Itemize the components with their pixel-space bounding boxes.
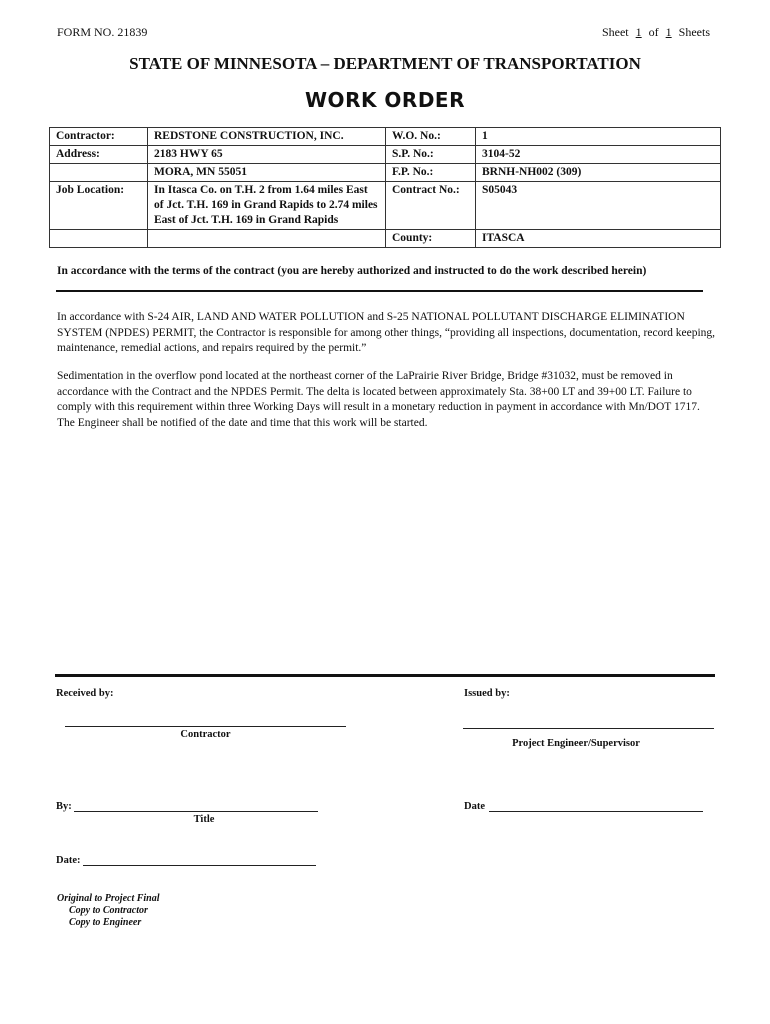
distribution-list xyxy=(57,893,160,929)
address-line-2: MORA, MN 55051 xyxy=(154,166,247,178)
county-value: ITASCA xyxy=(476,230,721,248)
signature-divider xyxy=(55,674,715,677)
title-caption: Title xyxy=(193,814,215,825)
distribution-engineer-copy: Copy to Engineer xyxy=(69,917,142,928)
table-row xyxy=(50,128,721,146)
agency-heading: STATE OF MINNESOTA – DEPARTMENT OF TRANSPORTATION xyxy=(129,54,641,73)
address-value xyxy=(148,146,386,164)
page-title: WORK ORDER xyxy=(305,88,465,112)
work-order-info-table xyxy=(49,127,721,248)
form-number: FORM NO. 21839 xyxy=(57,25,148,39)
fp-label: F.P. No.: xyxy=(386,164,476,182)
table-row xyxy=(50,146,721,164)
received-by-label: Received by: xyxy=(56,688,114,699)
contract-value: S05043 xyxy=(476,182,721,230)
sp-value: 3104-52 xyxy=(476,146,721,164)
address-label: Address: xyxy=(50,146,148,164)
contractor-signature-line[interactable] xyxy=(65,726,346,727)
engineer-caption: Project Engineer/Supervisor xyxy=(512,738,640,749)
county-label: County: xyxy=(386,230,476,248)
sheet-total: 1 xyxy=(665,25,672,39)
sheet-indicator xyxy=(602,25,710,40)
distribution-contractor-copy: Copy to Contractor xyxy=(69,905,148,916)
issued-by-label: Issued by: xyxy=(464,688,510,699)
address-line-1: 2183 HWY 65 xyxy=(154,148,223,160)
wo-value: 1 xyxy=(476,128,721,146)
table-row xyxy=(50,182,721,230)
wo-label: W.O. No.: xyxy=(386,128,476,146)
contractor-label: Contractor: xyxy=(50,128,148,146)
paragraph-work-description: Sedimentation in the overflow pond located at the northeast corner of the LaPrairie River Bridge, Bridge #31032, must be removed in accordance with the Contract and the NPDES Permit. The delta is located between approximately Sta. 38+00 LT and 39+00 LT. Failure to comply with this requirement within three Working Days will result in a monetary reduction in payment in accordance with Mn/DOT 1717. The Engineer shall be notified of the date and time that this work will be started. xyxy=(57,370,700,429)
by-field-line[interactable] xyxy=(74,811,318,812)
engineer-signature-line[interactable] xyxy=(463,728,714,729)
sheet-suffix: Sheets xyxy=(678,25,710,39)
date-right-field-line[interactable] xyxy=(489,811,703,812)
contractor-value: REDSTONE CONSTRUCTION, INC. xyxy=(148,128,386,146)
empty-cell xyxy=(50,164,148,182)
sheet-number: 1 xyxy=(635,25,642,39)
fp-value: BRNH-NH002 (309) xyxy=(476,164,721,182)
table-row xyxy=(50,164,721,182)
sheet-of: of xyxy=(648,25,659,39)
contractor-caption: Contractor xyxy=(180,729,231,740)
empty-cell xyxy=(50,230,148,248)
paragraph-permit: In accordance with S-24 AIR, LAND AND WATER POLLUTION and S-25 NATIONAL POLLUTANT DISCHARGE ELIMINATION SYSTEM (NPDES) PERMIT, the Contractor is responsible for among other things, “providing all inspections, documentation, record keeping, maintenance, remedial actions, and repairs required by the permit.” xyxy=(57,311,716,354)
divider xyxy=(56,290,703,292)
empty-cell xyxy=(148,230,386,248)
terms-statement: In accordance with the terms of the contract (you are hereby authorized and instructed to do the work described herein) xyxy=(57,265,647,277)
sp-label: S.P. No.: xyxy=(386,146,476,164)
table-row xyxy=(50,230,721,248)
by-label: By: xyxy=(56,801,72,812)
job-location-label: Job Location: xyxy=(50,182,148,230)
sheet-prefix: Sheet xyxy=(601,25,629,39)
contract-label: Contract No.: xyxy=(386,182,476,230)
distribution-original: Original to Project Final xyxy=(57,893,160,904)
date-right-label: Date xyxy=(464,801,485,812)
job-location-value: In Itasca Co. on T.H. 2 from 1.64 miles East of Jct. T.H. 169 in Grand Rapids to 2.74 miles East of Jct. T.H. 169 in Grand Rapids xyxy=(148,182,386,230)
date-left-field-line[interactable] xyxy=(83,865,316,866)
date-left-label: Date: xyxy=(56,855,81,866)
address-line-2-cell xyxy=(148,164,386,182)
